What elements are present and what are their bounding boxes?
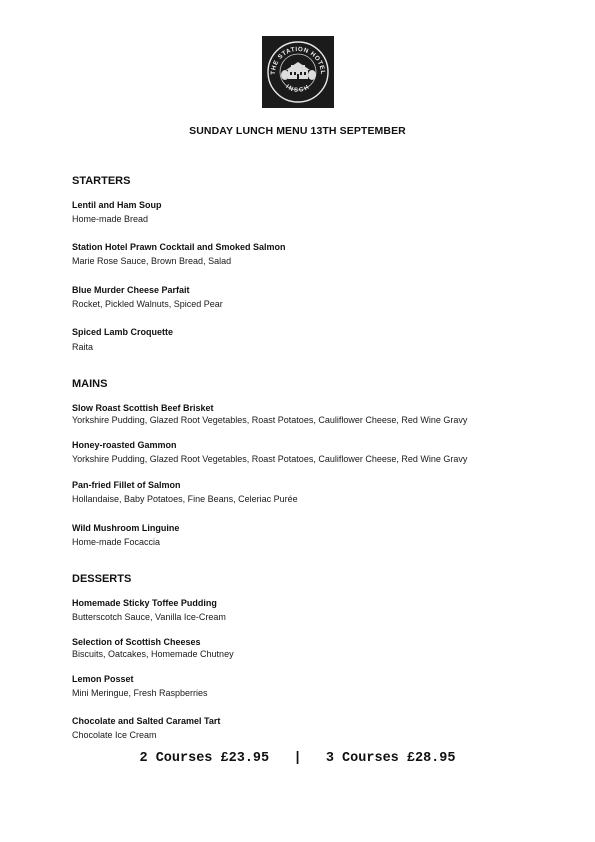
menu-item-name: Honey-roasted Gammon (72, 440, 177, 450)
course-pricing (0, 751, 595, 766)
price-gap (269, 751, 293, 766)
menu-item-description: Mini Meringue, Fresh Raspberries (72, 688, 208, 698)
menu-item-name: Wild Mushroom Linguine (72, 523, 180, 533)
section-heading-mains: MAINS (72, 378, 108, 390)
menu-item-name: Station Hotel Prawn Cocktail and Smoked Salmon (72, 242, 286, 252)
menu-item-name: Blue Murder Cheese Parfait (72, 285, 190, 295)
price-three-courses: 3 Courses £28.95 (325, 751, 456, 766)
menu-item-description: Hollandaise, Baby Potatoes, Fine Beans, Celeriac Purée (72, 494, 298, 504)
menu-item-name: Spiced Lamb Croquette (72, 327, 174, 337)
menu-item-description: Biscuits, Oatcakes, Homemade Chutney (72, 649, 234, 659)
menu-item-name: Slow Roast Scottish Beef Brisket (72, 403, 214, 413)
menu-item-name: Selection of Scottish Cheeses (72, 637, 201, 647)
menu-item-name: Chocolate and Salted Caramel Tart (72, 716, 221, 726)
menu-item-description: Butterscotch Sauce, Vanilla Ice-Cream (72, 612, 226, 622)
price-gap (302, 751, 326, 766)
hotel-logo (262, 36, 334, 108)
menu-item-name: Lemon Posset (72, 674, 134, 684)
logo-brand-bottom: INSCH (284, 84, 312, 94)
section-heading-desserts: DESSERTS (72, 573, 132, 585)
menu-item-description: Raita (72, 342, 94, 352)
menu-item-name: Pan-fried Fillet of Salmon (72, 480, 181, 490)
menu-item-description: Home-made Focaccia (72, 537, 161, 547)
menu-item-description: Marie Rose Sauce, Brown Bread, Salad (72, 256, 232, 266)
menu-item-description: Chocolate Ice Cream (72, 730, 157, 740)
menu-item-name: Homemade Sticky Toffee Pudding (72, 598, 217, 608)
menu-item-description: Rocket, Pickled Walnuts, Spiced Pear (72, 299, 223, 309)
logo-brand-top: THE STATION HOTEL (269, 45, 327, 75)
section-heading-starters: STARTERS (72, 175, 131, 187)
menu-title: SUNDAY LUNCH MENU 13TH SEPTEMBER (189, 125, 406, 137)
menu-item-description: Yorkshire Pudding, Glazed Root Vegetables, Roast Potatoes, Cauliflower Cheese, Red Wine Gravy (72, 415, 468, 425)
hotel-logo-seal (262, 36, 334, 108)
menu-item-description: Yorkshire Pudding, Glazed Root Vegetables, Roast Potatoes, Cauliflower Cheese, Red Wine Gravy (72, 454, 468, 464)
price-two-courses: 2 Courses £23.95 (139, 751, 270, 766)
menu-item-name: Lentil and Ham Soup (72, 200, 162, 210)
price-separator: | (293, 751, 302, 766)
menu-item-description: Home-made Bread (72, 214, 149, 224)
